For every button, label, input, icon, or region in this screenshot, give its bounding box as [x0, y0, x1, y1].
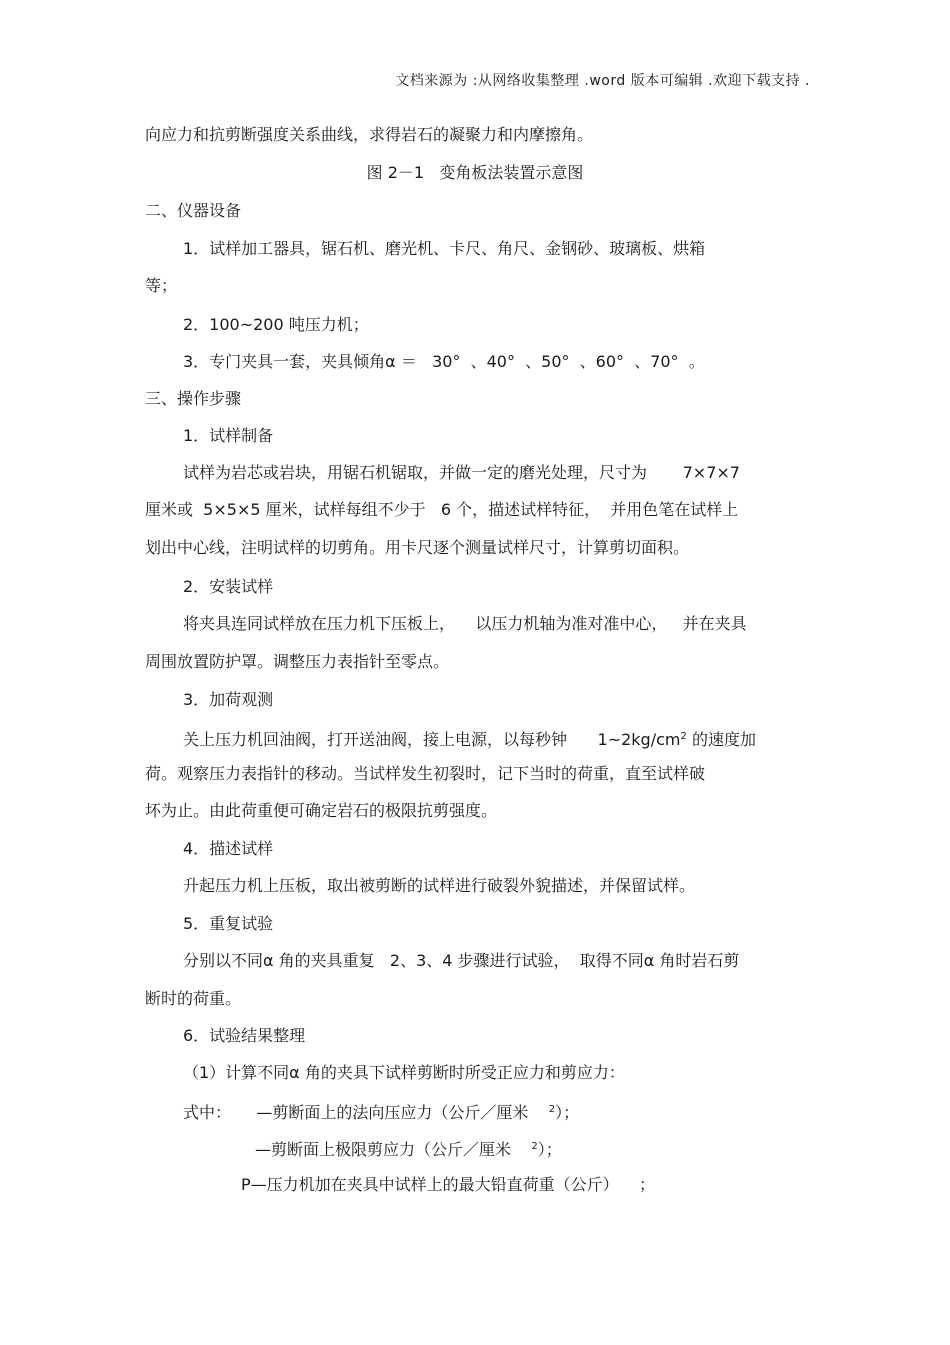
paragraph-line: 厘米或 5×5×5 厘米，试样每组不少于 6 个，描述试样特征， 并用色笔在试样上	[145, 500, 739, 519]
superscript: 2	[680, 731, 687, 742]
list-item: 3．专门夹具一套，夹具倾角α ＝ 30° 、40° 、50° 、60° 、70° 。	[183, 352, 705, 371]
step-heading: 2．安装试样	[183, 577, 274, 596]
formula-text: 式中： —剪断面上的法向压应力（公斤／厘米	[183, 1103, 549, 1122]
list-item-continuation: 等；	[145, 276, 178, 295]
figure-caption: 图 2－1 变角板法装置示意图	[366, 163, 584, 182]
step-heading: 3．加荷观测	[183, 690, 274, 709]
paragraph-text: 关上压力机回油阀，打开送油阀，接上电源，以每秒钟 1~2kg/cm	[183, 730, 681, 749]
paragraph-line: 试样为岩芯或岩块，用锯石机锯取，并做一定的磨光处理，尺寸为 7×7×7	[183, 463, 740, 482]
paragraph-line: 向应力和抗剪断强度关系曲线，求得岩石的凝聚力和内摩擦角。	[145, 125, 594, 144]
list-item: 1．试样加工器具，锯石机、磨光机、卡尺、角尺、金钢砂、玻璃板、烘箱	[183, 239, 706, 258]
formula-note: P—压力机加在夹具中试样上的最大铅直荷重（公斤） ；	[241, 1175, 655, 1194]
paragraph-line: 分别以不同α 角的夹具重复 2、3、4 步骤进行试验， 取得不同α 角时岩石剪	[183, 951, 740, 970]
step-heading: 5．重复试验	[183, 914, 274, 933]
superscript: 2	[531, 1141, 538, 1152]
formula-note	[255, 1137, 562, 1160]
superscript: 2	[548, 1104, 556, 1115]
paragraph-line: 断时的荷重。	[145, 989, 242, 1008]
formula-text: ）；	[537, 1140, 562, 1159]
formula-text: ）；	[555, 1103, 580, 1122]
formula-text: —剪断面上极限剪应力（公斤／厘米	[255, 1140, 532, 1159]
paragraph-line: 升起压力机上压板，取出被剪断的试样进行破裂外貌描述，并保留试样。	[183, 876, 696, 895]
paragraph-line: 坏为止。由此荷重便可确定岩石的极限抗剪强度。	[145, 801, 498, 820]
paragraph-line: 将夹具连同试样放在压力机下压板上， 以压力机轴为准对准中心， 并在夹具	[183, 614, 747, 633]
paragraph-line	[183, 727, 756, 750]
list-item: 2．100~200 吨压力机；	[183, 315, 369, 334]
step-heading: 4．描述试样	[183, 839, 274, 858]
paragraph-line: （1）计算不同α 角的夹具下试样剪断时所受正应力和剪应力：	[183, 1063, 625, 1082]
paragraph-line: 划出中心线，注明试样的切剪角。用卡尺逐个测量试样尺寸，计算剪切面积。	[145, 538, 690, 557]
page-header: 文档来源为 :从网络收集整理 .word 版本可编辑 .欢迎下载支持 .	[395, 73, 810, 89]
step-heading: 1．试样制备	[183, 426, 274, 445]
section-heading: 三、操作步骤	[145, 389, 242, 408]
paragraph-line: 荷。观察压力表指针的移动。当试样发生初裂时，记下当时的荷重，直至试样破	[145, 764, 706, 783]
step-heading: 6．试验结果整理	[183, 1026, 306, 1045]
paragraph-text: 的速度加	[686, 730, 756, 749]
section-heading: 二、仪器设备	[145, 201, 242, 220]
formula-note	[183, 1100, 579, 1123]
paragraph-line: 周围放置防护罩。调整压力表指针至零点。	[145, 652, 450, 671]
